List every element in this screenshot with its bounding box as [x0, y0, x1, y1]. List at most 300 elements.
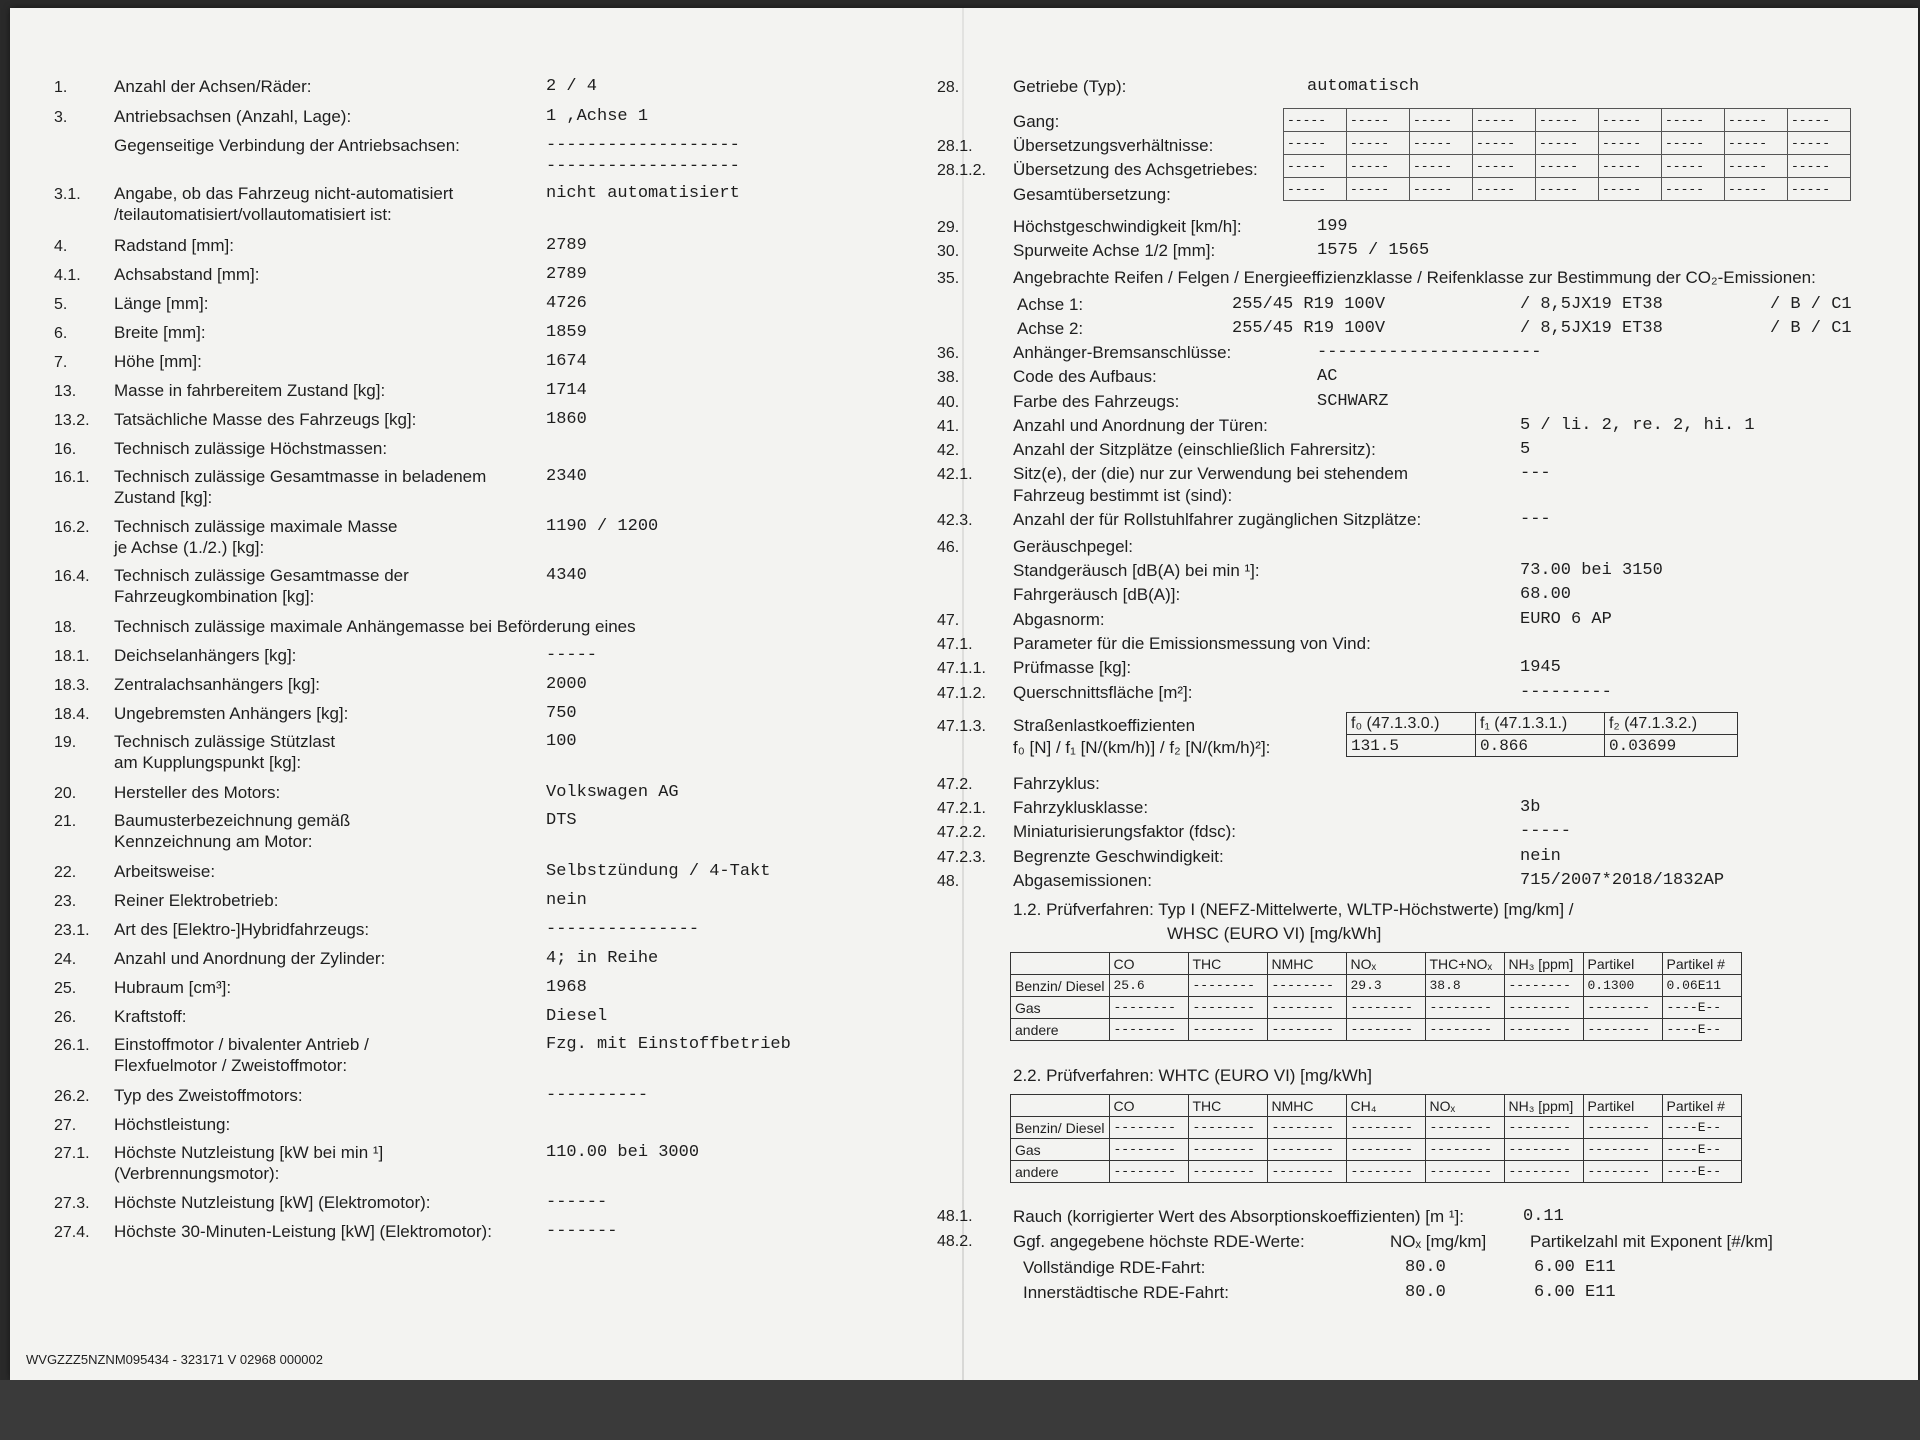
right-item-number: 30.: [937, 243, 960, 260]
gear-cell: -----: [1473, 132, 1536, 155]
background-surface: [0, 1380, 1920, 1440]
rim-size: / 8,5JX19 ET38: [1520, 295, 1663, 314]
left-item-label: Technisch zulässige Höchstmassen:: [114, 439, 388, 458]
left-item-number: 26.: [54, 1009, 77, 1026]
emis-cell: --------: [1504, 1019, 1583, 1041]
gear-cell: -----: [1284, 109, 1347, 132]
left-item-label: Hubraum [cm³]:: [114, 978, 232, 997]
gear-cell: -----: [1725, 132, 1788, 155]
right-item-number: 47.1.1.: [937, 660, 986, 677]
right-item-value: 1575 / 1565: [1317, 241, 1430, 260]
emis-header-row: [1011, 953, 1742, 975]
right-item-value: 5 / li. 2, re. 2, hi. 1: [1520, 416, 1755, 435]
emis-header-cell: CO: [1109, 953, 1188, 975]
right-item-label: Begrenzte Geschwindigkeit:: [1013, 847, 1224, 866]
right-item-value: 715/2007*2018/1832AP: [1520, 871, 1725, 890]
right-item-label: Gang:: [1013, 112, 1060, 131]
gear-cell: -----: [1725, 155, 1788, 178]
right-item-value: 73.00 bei 3150: [1520, 561, 1663, 580]
left-item-value: -------------------: [546, 136, 740, 155]
rim-size: / 8,5JX19 ET38: [1520, 319, 1663, 338]
rde-nox-value: 80.0: [1405, 1258, 1446, 1277]
left-item-value: 4726: [546, 294, 587, 313]
right-item-label-line2: Fahrzeug bestimmt ist (sind):: [1013, 486, 1233, 505]
right-item-value: ---------: [1520, 683, 1612, 702]
left-item-label: Höchstleistung:: [114, 1115, 231, 1134]
left-item-value: 2340: [546, 467, 587, 486]
right-item-value: AC: [1317, 367, 1338, 386]
left-item-number: 18.: [54, 619, 77, 636]
right-item-number: 38.: [937, 369, 960, 386]
right-item-number: 42.3.: [937, 512, 973, 529]
left-item-label-line2: Flexfuelmotor / Zweistoffmotor:: [114, 1056, 348, 1075]
left-item-label: Technisch zulässige maximale Masse: [114, 517, 398, 536]
right-item-number: 47.1.3.: [937, 718, 986, 735]
emis-cell: --------: [1188, 1019, 1267, 1041]
right-item-number: 47.2.2.: [937, 824, 986, 841]
left-item-number: 3.: [54, 109, 68, 126]
gear-cell: -----: [1284, 155, 1347, 178]
emis-cell: --------: [1504, 1117, 1583, 1139]
left-item-value: 100: [546, 732, 577, 751]
right-item-value: SCHWARZ: [1317, 392, 1389, 411]
right-item-number: 47.1.: [937, 636, 973, 653]
emis-header-cell: Partikel: [1583, 1095, 1662, 1117]
emis-row-label: Gas: [1011, 997, 1110, 1019]
gear-cell: -----: [1347, 132, 1410, 155]
left-item-value: Selbstzündung / 4-Takt: [546, 862, 771, 881]
left-item-value: ------: [546, 1193, 608, 1212]
gear-cell: -----: [1725, 178, 1788, 201]
gear-ratio-table: [1283, 108, 1851, 201]
left-item-number: 22.: [54, 864, 77, 881]
left-item-label-line2: /teilautomatisiert/vollautomatisiert ist:: [114, 205, 392, 224]
emis-header-row: [1011, 1095, 1742, 1117]
left-item-number: 27.: [54, 1117, 77, 1134]
road-header: f₂ (47.1.3.2.): [1605, 713, 1738, 735]
emis-cell: 38.8: [1425, 975, 1504, 997]
gear-cell: -----: [1347, 109, 1410, 132]
right-item-label: Parameter für die Emissionsmessung von Vind:: [1013, 634, 1371, 653]
road-value: 131.5: [1347, 735, 1476, 757]
left-item-label-line2: am Kupplungspunkt [kg]:: [114, 753, 302, 772]
left-item-value: Diesel: [546, 1007, 608, 1026]
left-item-number: 23.: [54, 893, 77, 910]
road-row: [1347, 713, 1738, 735]
left-item-label: Angabe, ob das Fahrzeug nicht-automatisiert: [114, 184, 454, 203]
right-item-label: Miniaturisierungsfaktor (fdsc):: [1013, 822, 1236, 841]
right-item-number: 28.1.2.: [937, 162, 986, 179]
tyre-axle-label: Achse 1:: [1017, 295, 1084, 314]
left-item-label: Deichselanhängers [kg]:: [114, 646, 297, 665]
gear-cell: -----: [1473, 155, 1536, 178]
left-item-label: Länge [mm]:: [114, 294, 209, 313]
left-item-number: 13.2.: [54, 412, 90, 429]
right-item-number: 47.2.: [937, 776, 973, 793]
emis-header-corner: [1011, 953, 1110, 975]
right-item-value: 68.00: [1520, 585, 1572, 604]
emis-cell: --------: [1583, 1139, 1662, 1161]
left-item-label: Einstoffmotor / bivalenter Antrieb /: [114, 1035, 369, 1054]
right-item-label: Anhänger-Bremsanschlüsse:: [1013, 343, 1232, 362]
right-item-label: Fahrzyklusklasse:: [1013, 798, 1149, 817]
emissions-table-whtc: [1010, 1094, 1742, 1183]
emis-cell: 29.3: [1346, 975, 1425, 997]
left-item-label: Anzahl und Anordnung der Zylinder:: [114, 949, 386, 968]
left-item-value: 750: [546, 704, 577, 723]
right-item-label: Gesamtübersetzung:: [1013, 185, 1171, 204]
emis-header-corner: [1011, 1095, 1110, 1117]
emis-cell: --------: [1267, 1161, 1346, 1183]
left-item-label: Technisch zulässige Stützlast: [114, 732, 336, 751]
emis-cell: --------: [1109, 1117, 1188, 1139]
left-item-value: 1190 / 1200: [546, 517, 659, 536]
left-item-number: 18.1.: [54, 648, 90, 665]
left-item-label: Technisch zulässige maximale Anhängemasse bei Beförderung eines: [114, 617, 636, 636]
left-item-label-line2: je Achse (1./2.) [kg]:: [114, 538, 265, 557]
emis-cell: --------: [1425, 1161, 1504, 1183]
left-item-label: Achsabstand [mm]:: [114, 265, 260, 284]
left-item-label: Ungebremsten Anhängers [kg]:: [114, 704, 349, 723]
emis-header-cell: Partikel #: [1662, 1095, 1741, 1117]
left-item-label: Arbeitsweise:: [114, 862, 216, 881]
road-row: [1347, 735, 1738, 757]
right-item-label: Spurweite Achse 1/2 [mm]:: [1013, 241, 1216, 260]
emis-cell: --------: [1425, 1019, 1504, 1041]
left-item-number: 6.: [54, 325, 68, 342]
emis-cell: --------: [1504, 1139, 1583, 1161]
emis-header-cell: NOₓ: [1425, 1095, 1504, 1117]
right-item-value: -----: [1520, 822, 1572, 841]
emis-row-label: andere: [1011, 1161, 1110, 1183]
emis-cell: --------: [1188, 1161, 1267, 1183]
road-value: 0.866: [1476, 735, 1605, 757]
right-item-number: 28.: [937, 79, 960, 96]
gear-cell: -----: [1599, 109, 1662, 132]
document-sheet: [10, 8, 1918, 1380]
tyre-size: 255/45 R19 100V: [1232, 319, 1386, 338]
right-item-number: 48.: [937, 873, 960, 890]
smoke-value: 0.11: [1523, 1207, 1564, 1226]
emis-cell: --------: [1583, 1019, 1662, 1041]
emis-header-cell: THC+NOₓ: [1425, 953, 1504, 975]
emis-header-cell: NOₓ: [1346, 953, 1425, 975]
road-header: f₀ (47.1.3.0.): [1347, 713, 1476, 735]
right-item-number: 42.: [937, 442, 960, 459]
emis-header-cell: CH₄: [1346, 1095, 1425, 1117]
right-item-label: Übersetzung des Achsgetriebes:: [1013, 160, 1258, 179]
right-item-number: 47.2.1.: [937, 800, 986, 817]
right-item-number: 36.: [937, 345, 960, 362]
emis-row-label: Gas: [1011, 1139, 1110, 1161]
left-item-number: 24.: [54, 951, 77, 968]
left-item-number: 3.1.: [54, 186, 81, 203]
gear-cell: -----: [1473, 178, 1536, 201]
emis-cell: --------: [1583, 997, 1662, 1019]
left-item-label: Art des [Elektro-]Hybridfahrzeugs:: [114, 920, 370, 939]
left-item-label: Technisch zulässige Gesamtmasse der: [114, 566, 409, 585]
right-item-label: Geräuschpegel:: [1013, 537, 1134, 556]
left-item-number: 27.3.: [54, 1195, 90, 1212]
left-item-label: Reiner Elektrobetrieb:: [114, 891, 279, 910]
gear-cell: -----: [1599, 132, 1662, 155]
left-item-value: -------: [546, 1222, 618, 1241]
left-item-number: 25.: [54, 980, 77, 997]
left-item-number: 16.2.: [54, 519, 90, 536]
right-item-label-line2: f₀ [N] / f₁ [N/(km/h)] / f₂ [N/(km/h)²]:: [1013, 738, 1271, 757]
emis-cell: --------: [1267, 997, 1346, 1019]
gear-cell: -----: [1347, 178, 1410, 201]
rde-nox-value: 80.0: [1405, 1283, 1446, 1302]
left-item-value: 1860: [546, 410, 587, 429]
emis-header-cell: NH₃ [ppm]: [1504, 953, 1583, 975]
gear-row: [1284, 178, 1851, 201]
left-item-label-line2: Fahrzeugkombination [kg]:: [114, 587, 315, 606]
gear-row: [1284, 109, 1851, 132]
gear-cell: -----: [1599, 178, 1662, 201]
emis-header-cell: NMHC: [1267, 953, 1346, 975]
emis-header-cell: Partikel #: [1662, 953, 1741, 975]
left-item-value: 1 ,Achse 1: [546, 107, 649, 126]
right-item-label: Farbe des Fahrzeugs:: [1013, 392, 1180, 411]
emis-cell: --------: [1267, 1117, 1346, 1139]
right-item-label: Straßenlastkoeffizienten: [1013, 716, 1196, 735]
left-item-label: Anzahl der Achsen/Räder:: [114, 77, 312, 96]
right-item-number: 35.: [937, 270, 960, 287]
gear-cell: -----: [1410, 109, 1473, 132]
gear-cell: -----: [1662, 155, 1725, 178]
emis-cell: --------: [1109, 1161, 1188, 1183]
gear-row: [1284, 132, 1851, 155]
left-item-value: nicht automatisiert: [546, 184, 740, 203]
emis-row-label: Benzin/ Diesel: [1011, 1117, 1110, 1139]
emis-row-label: Benzin/ Diesel: [1011, 975, 1110, 997]
emis-cell: ----E--: [1662, 1019, 1741, 1041]
smoke-label: Rauch (korrigierter Wert des Absorptionskoeffizienten) [m ¹]:: [1013, 1207, 1464, 1226]
emis-cell: --------: [1425, 1117, 1504, 1139]
emis-cell: --------: [1583, 1161, 1662, 1183]
right-item-number: 46.: [937, 539, 960, 556]
left-item-value: 1714: [546, 381, 587, 400]
gear-cell: -----: [1284, 132, 1347, 155]
left-item-value: nein: [546, 891, 587, 910]
emis-cell: ----E--: [1662, 997, 1741, 1019]
left-item-value: 1674: [546, 352, 587, 371]
emis-row: [1011, 975, 1742, 997]
left-item-label: Gegenseitige Verbindung der Antriebsachsen:: [114, 136, 460, 155]
gear-cell: -----: [1788, 109, 1851, 132]
right-item-number: 41.: [937, 418, 960, 435]
left-item-label: Höchste Nutzleistung [kW bei min ¹]: [114, 1143, 384, 1162]
left-item-number: 16.1.: [54, 469, 90, 486]
emis-header-cell: THC: [1188, 1095, 1267, 1117]
right-item-label: Höchstgeschwindigkeit [km/h]:: [1013, 217, 1242, 236]
left-item-value: Fzg. mit Einstoffbetrieb: [546, 1035, 791, 1054]
left-item-number: 26.1.: [54, 1037, 90, 1054]
left-item-label: Antriebsachsen (Anzahl, Lage):: [114, 107, 352, 126]
left-item-label: Kraftstoff:: [114, 1007, 187, 1026]
right-item-label: Fahrzyklus:: [1013, 774, 1100, 793]
left-item-value: 2789: [546, 265, 587, 284]
emis-cell: --------: [1583, 1117, 1662, 1139]
emis-row-label: andere: [1011, 1019, 1110, 1041]
left-item-number: 5.: [54, 296, 68, 313]
left-item-value: -------------------: [546, 157, 740, 176]
right-item-value: 1945: [1520, 658, 1561, 677]
road-load-table: [1346, 712, 1738, 757]
right-item-value: automatisch: [1307, 77, 1420, 96]
emis-cell: --------: [1504, 1161, 1583, 1183]
emis-cell: --------: [1504, 997, 1583, 1019]
tyre-class: / B / C1: [1770, 295, 1852, 314]
left-item-value: Volkswagen AG: [546, 783, 679, 802]
left-item-value: -----: [546, 646, 598, 665]
road-header: f₁ (47.1.3.1.): [1476, 713, 1605, 735]
left-item-value: 1968: [546, 978, 587, 997]
left-item-number: 4.1.: [54, 267, 81, 284]
left-item-label: Hersteller des Motors:: [114, 783, 281, 802]
emis-header-cell: CO: [1109, 1095, 1188, 1117]
emis-cell: --------: [1188, 1139, 1267, 1161]
left-item-number: 27.1.: [54, 1145, 90, 1162]
left-item-label: Höchste Nutzleistung [kW] (Elektromotor):: [114, 1193, 431, 1212]
right-item-number: 47.1.2.: [937, 685, 986, 702]
left-item-label: Höchste 30-Minuten-Leistung [kW] (Elektromotor):: [114, 1222, 492, 1241]
left-item-number: 26.2.: [54, 1088, 90, 1105]
right-item-value: 5: [1520, 440, 1531, 459]
emis-header-cell: Partikel: [1583, 953, 1662, 975]
right-item-value: 3b: [1520, 798, 1541, 817]
left-item-number: 18.4.: [54, 706, 90, 723]
right-item-number: 47.: [937, 612, 960, 629]
emis-row: [1011, 997, 1742, 1019]
emis-cell: --------: [1346, 997, 1425, 1019]
gear-cell: -----: [1536, 109, 1599, 132]
emis-cell: --------: [1109, 997, 1188, 1019]
emis-cell: --------: [1504, 975, 1583, 997]
right-item-label: Abgasnorm:: [1013, 610, 1105, 629]
emis-cell: --------: [1346, 1019, 1425, 1041]
emis-cell: 0.1300: [1583, 975, 1662, 997]
right-item-number: 29.: [937, 219, 960, 236]
left-item-number: 13.: [54, 383, 77, 400]
left-item-label: Zentralachsanhängers [kg]:: [114, 675, 321, 694]
emis-cell: ----E--: [1662, 1161, 1741, 1183]
left-item-number: 20.: [54, 785, 77, 802]
emis-header-cell: THC: [1188, 953, 1267, 975]
left-item-number: 19.: [54, 734, 77, 751]
emis-cell: ----E--: [1662, 1117, 1741, 1139]
left-item-value: DTS: [546, 811, 577, 830]
road-value: 0.03699: [1605, 735, 1738, 757]
footer-vin: WVGZZZ5NZNM095434 - 323171 V 02968 000002: [26, 1352, 324, 1367]
left-item-label: Breite [mm]:: [114, 323, 206, 342]
gear-cell: -----: [1788, 178, 1851, 201]
emis-cell: --------: [1346, 1161, 1425, 1183]
tyre-class: / B / C1: [1770, 319, 1852, 338]
emis-cell: 25.6: [1109, 975, 1188, 997]
gear-cell: -----: [1788, 155, 1851, 178]
right-item-label: Anzahl der Sitzplätze (einschließlich Fahrersitz):: [1013, 440, 1376, 459]
left-item-number: 16.4.: [54, 568, 90, 585]
rde-row-label: Vollständige RDE-Fahrt:: [1023, 1258, 1206, 1277]
left-item-value: 2789: [546, 236, 587, 255]
gear-cell: -----: [1347, 155, 1410, 178]
right-item-number: 40.: [937, 394, 960, 411]
right-item-label: Übersetzungsverhältnisse:: [1013, 136, 1214, 155]
emis-cell: --------: [1425, 1139, 1504, 1161]
gear-cell: -----: [1536, 178, 1599, 201]
left-item-label: Masse in fahrbereitem Zustand [kg]:: [114, 381, 386, 400]
gear-cell: -----: [1473, 109, 1536, 132]
gear-cell: -----: [1725, 109, 1788, 132]
rde-label: Ggf. angegebene höchste RDE-Werte:: [1013, 1232, 1305, 1251]
emis-cell: --------: [1267, 1139, 1346, 1161]
left-item-value: 1859: [546, 323, 587, 342]
right-item-label: Prüfmasse [kg]:: [1013, 658, 1132, 677]
left-item-value: 4; in Reihe: [546, 949, 659, 968]
left-item-number: 18.3.: [54, 677, 90, 694]
rde-pn-header: Partikelzahl mit Exponent [#/km]: [1530, 1232, 1773, 1251]
left-item-number: 16.: [54, 441, 77, 458]
rde-row-label: Innerstädtische RDE-Fahrt:: [1023, 1283, 1229, 1302]
emissions-table-type1: [1010, 952, 1742, 1041]
emis-cell: 0.06E11: [1662, 975, 1741, 997]
left-item-label: Baumusterbezeichnung gemäß: [114, 811, 351, 830]
emis-cell: --------: [1188, 975, 1267, 997]
test2-title: 2.2. Prüfverfahren: WHTC (EURO VI) [mg/kWh]: [1013, 1066, 1372, 1085]
left-item-number: 23.1.: [54, 922, 90, 939]
emis-row: [1011, 1019, 1742, 1041]
right-item-number: 47.2.3.: [937, 849, 986, 866]
left-item-number: 1.: [54, 79, 68, 96]
gear-cell: -----: [1662, 132, 1725, 155]
emis-row: [1011, 1139, 1742, 1161]
emis-cell: --------: [1188, 997, 1267, 1019]
left-item-label: Tatsächliche Masse des Fahrzeugs [kg]:: [114, 410, 417, 429]
emis-cell: --------: [1109, 1019, 1188, 1041]
left-item-number: 27.4.: [54, 1224, 90, 1241]
emis-header-cell: NH₃ [ppm]: [1504, 1095, 1583, 1117]
gear-cell: -----: [1662, 109, 1725, 132]
right-item-label: Abgasemissionen:: [1013, 871, 1152, 890]
emis-cell: ----E--: [1662, 1139, 1741, 1161]
gear-cell: -----: [1788, 132, 1851, 155]
gear-row: [1284, 155, 1851, 178]
left-item-value: ----------: [546, 1086, 649, 1105]
right-item-label: Anzahl und Anordnung der Türen:: [1013, 416, 1268, 435]
right-item-label: Sitz(e), der (die) nur zur Verwendung bei stehendem: [1013, 464, 1408, 483]
left-item-value: 4340: [546, 566, 587, 585]
tyre-size: 255/45 R19 100V: [1232, 295, 1386, 314]
right-item-label: Getriebe (Typ):: [1013, 77, 1127, 96]
test1-title2: WHSC (EURO VI) [mg/kWh]: [1167, 924, 1382, 943]
emis-cell: --------: [1188, 1117, 1267, 1139]
right-item-label: Fahrgeräusch [dB(A)]:: [1013, 585, 1181, 604]
right-item-label: Querschnittsfläche [m²]:: [1013, 683, 1193, 702]
emis-cell: --------: [1267, 975, 1346, 997]
left-item-label: Typ des Zweistoffmotors:: [114, 1086, 303, 1105]
right-item-value: ---: [1520, 464, 1551, 483]
left-item-value: 110.00 bei 3000: [546, 1143, 700, 1162]
emis-cell: --------: [1346, 1139, 1425, 1161]
right-item-value: EURO 6 AP: [1520, 610, 1612, 629]
left-item-number: 21.: [54, 813, 77, 830]
gear-cell: -----: [1410, 132, 1473, 155]
emis-cell: --------: [1346, 1117, 1425, 1139]
emis-cell: --------: [1109, 1139, 1188, 1161]
right-item-label: Code des Aufbaus:: [1013, 367, 1157, 386]
